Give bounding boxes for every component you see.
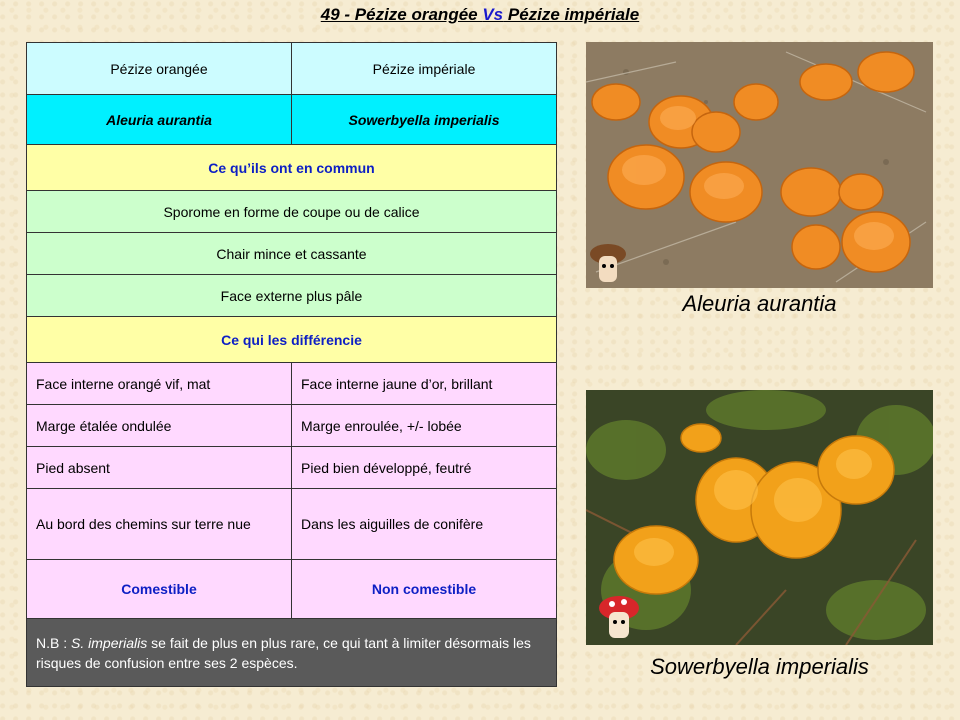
photo-aleuria-aurantia (586, 42, 933, 288)
common-trait-2: Chair mince et cassante (27, 233, 557, 275)
diff-section-row (27, 317, 557, 363)
table-row (27, 275, 557, 317)
page-title (0, 5, 960, 25)
table-row (27, 191, 557, 233)
latin-name-1: Aleuria aurantia (27, 95, 292, 145)
edibility-row (27, 560, 557, 619)
diff-cell: Pied bien développé, feutré (292, 447, 557, 489)
edibility-2: Non comestible (292, 560, 557, 619)
header-species-2: Pézize impériale (292, 43, 557, 95)
common-section-row (27, 145, 557, 191)
comparison-table (26, 42, 557, 687)
photo-caption-2: Sowerbyella imperialis (650, 654, 869, 679)
table-row (27, 447, 557, 489)
table-row (27, 363, 557, 405)
common-trait-3: Face externe plus pâle (27, 275, 557, 317)
latin-row (27, 95, 557, 145)
common-trait-1: Sporome en forme de coupe ou de calice (27, 191, 557, 233)
photo-caption-1: Aleuria aurantia (682, 291, 837, 316)
header-row (27, 43, 557, 95)
photo-sowerbyella-imperialis (586, 390, 933, 645)
diff-cell: Au bord des chemins sur terre nue (27, 489, 292, 560)
table-row (27, 233, 557, 275)
edibility-1: Comestible (27, 560, 292, 619)
diff-cell: Face interne jaune d’or, brillant (292, 363, 557, 405)
common-section-title: Ce qu’ils ont en commun (27, 145, 557, 191)
diff-cell: Dans les aiguilles de conifère (292, 489, 557, 560)
title-part2: Pézize impériale (503, 5, 640, 24)
header-species-1: Pézize orangée (27, 43, 292, 95)
diff-cell: Face interne orangé vif, mat (27, 363, 292, 405)
diff-cell: Marge étalée ondulée (27, 405, 292, 447)
title-vs: Vs (482, 5, 504, 24)
note-prefix: N.B : (36, 634, 72, 651)
table-row (27, 405, 557, 447)
note-row (27, 619, 557, 687)
diff-cell: Pied absent (27, 447, 292, 489)
note-species: S. imperialis (71, 634, 148, 651)
title-part1: 49 - Pézize orangée (320, 5, 483, 24)
diff-cell: Marge enroulée, +/- lobée (292, 405, 557, 447)
table-row (27, 489, 557, 560)
latin-name-2: Sowerbyella imperialis (292, 95, 557, 145)
note-text: se fait de plus en plus rare, ce qui tant à limiter désormais les risques de confusion entre ses 2 espèces. (36, 634, 531, 671)
diff-section-title: Ce qui les différencie (27, 317, 557, 363)
note-cell (27, 619, 557, 687)
